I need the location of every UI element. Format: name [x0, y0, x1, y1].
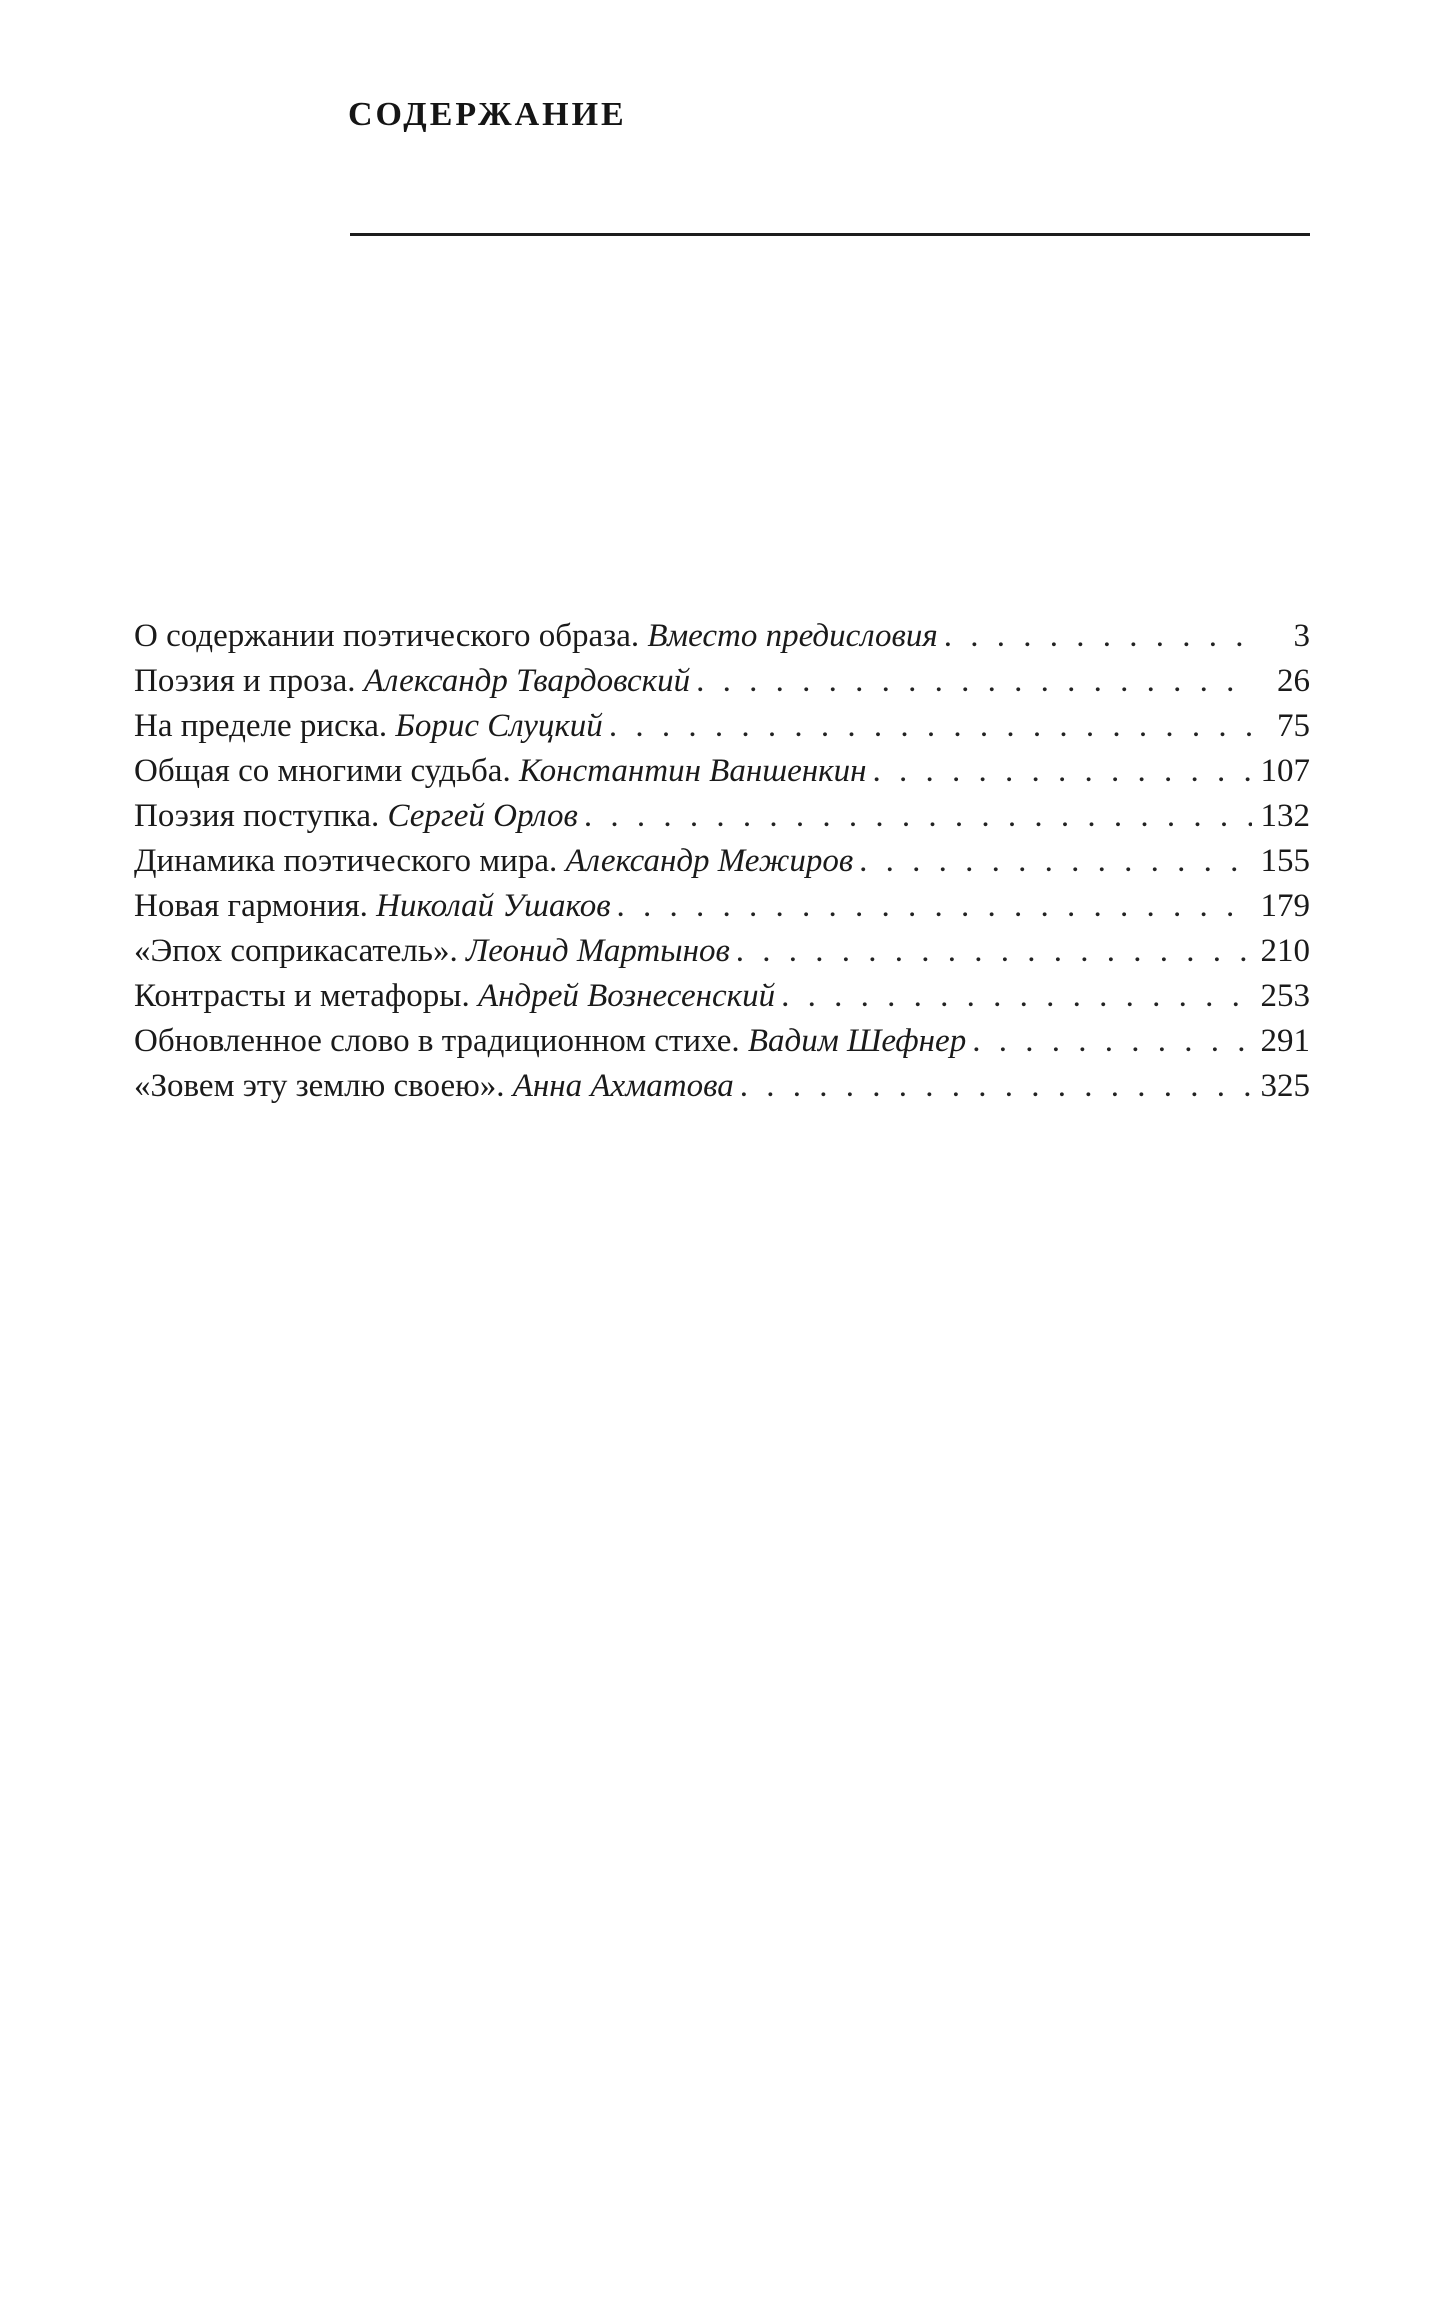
toc-page-number: 210 — [1260, 933, 1310, 969]
toc-title: Поэзия и проза. — [134, 663, 364, 699]
toc-author: Вадим Шефнер — [747, 1023, 967, 1059]
toc-title: Новая гармония. — [134, 888, 377, 924]
toc-title: «Зовем эту землю своею». — [134, 1068, 513, 1104]
toc-entry — [134, 749, 1310, 794]
toc-title: Динамика поэтического мира. — [134, 843, 566, 879]
toc-page-number: 3 — [1293, 618, 1310, 654]
toc-entry — [134, 1019, 1310, 1064]
toc-page-number: 75 — [1277, 708, 1310, 744]
toc-title: Общая со многими судьба. — [134, 753, 519, 789]
toc-entry — [134, 1064, 1310, 1109]
toc-author: Анна Ахматова — [512, 1068, 734, 1104]
toc-entry — [134, 659, 1310, 704]
toc-title: О содержании поэтического образа. — [134, 618, 648, 654]
toc-entry — [134, 614, 1310, 659]
toc-entry — [134, 794, 1310, 839]
heading-rule — [350, 233, 1310, 236]
toc-page-number: 26 — [1277, 663, 1310, 699]
toc-entry — [134, 839, 1310, 884]
toc-author: Борис Слуцкий — [395, 708, 603, 744]
toc-dot-leader — [690, 659, 1252, 704]
toc-entry — [134, 704, 1310, 749]
toc-author: Вместо предисловия — [647, 618, 938, 654]
toc-author: Андрей Вознесенский — [477, 978, 776, 1014]
toc-author: Александр Твардовский — [363, 663, 691, 699]
toc-page-number: 155 — [1260, 843, 1310, 879]
toc-entry — [134, 974, 1310, 1019]
toc-title: Поэзия поступка. — [134, 798, 388, 834]
toc-title: На пределе риска. — [134, 708, 396, 744]
toc-author: Александр Межиров — [565, 843, 854, 879]
toc-dot-leader — [730, 929, 1252, 974]
toc-entry — [134, 884, 1310, 929]
toc-dot-leader — [866, 749, 1252, 794]
toc-dot-leader — [966, 1019, 1252, 1064]
toc-page-number: 179 — [1260, 888, 1310, 924]
toc-dot-leader — [853, 839, 1252, 884]
toc-title: «Эпох соприкасатель». — [134, 933, 466, 969]
table-of-contents — [134, 614, 1310, 1109]
toc-author: Сергей Орлов — [387, 798, 578, 834]
toc-dot-leader — [775, 974, 1252, 1019]
toc-title: Обновленное слово в традиционном стихе. — [134, 1023, 748, 1059]
toc-page-number: 253 — [1260, 978, 1310, 1014]
toc-dot-leader — [734, 1064, 1252, 1109]
toc-title: Контрасты и метафоры. — [134, 978, 478, 1014]
toc-author: Константин Ваншенкин — [518, 753, 867, 789]
toc-dot-leader — [578, 794, 1252, 839]
toc-entry — [134, 929, 1310, 974]
toc-author: Леонид Мартынов — [465, 933, 730, 969]
contents-heading: СОДЕРЖАНИЕ — [348, 96, 627, 133]
toc-dot-leader — [611, 884, 1252, 929]
toc-page-number: 132 — [1260, 798, 1310, 834]
toc-page-number: 107 — [1260, 753, 1310, 789]
toc-dot-leader — [603, 704, 1252, 749]
toc-page-number: 291 — [1260, 1023, 1310, 1059]
toc-dot-leader — [938, 614, 1252, 659]
toc-author: Николай Ушаков — [376, 888, 611, 924]
toc-page-number: 325 — [1260, 1068, 1310, 1104]
